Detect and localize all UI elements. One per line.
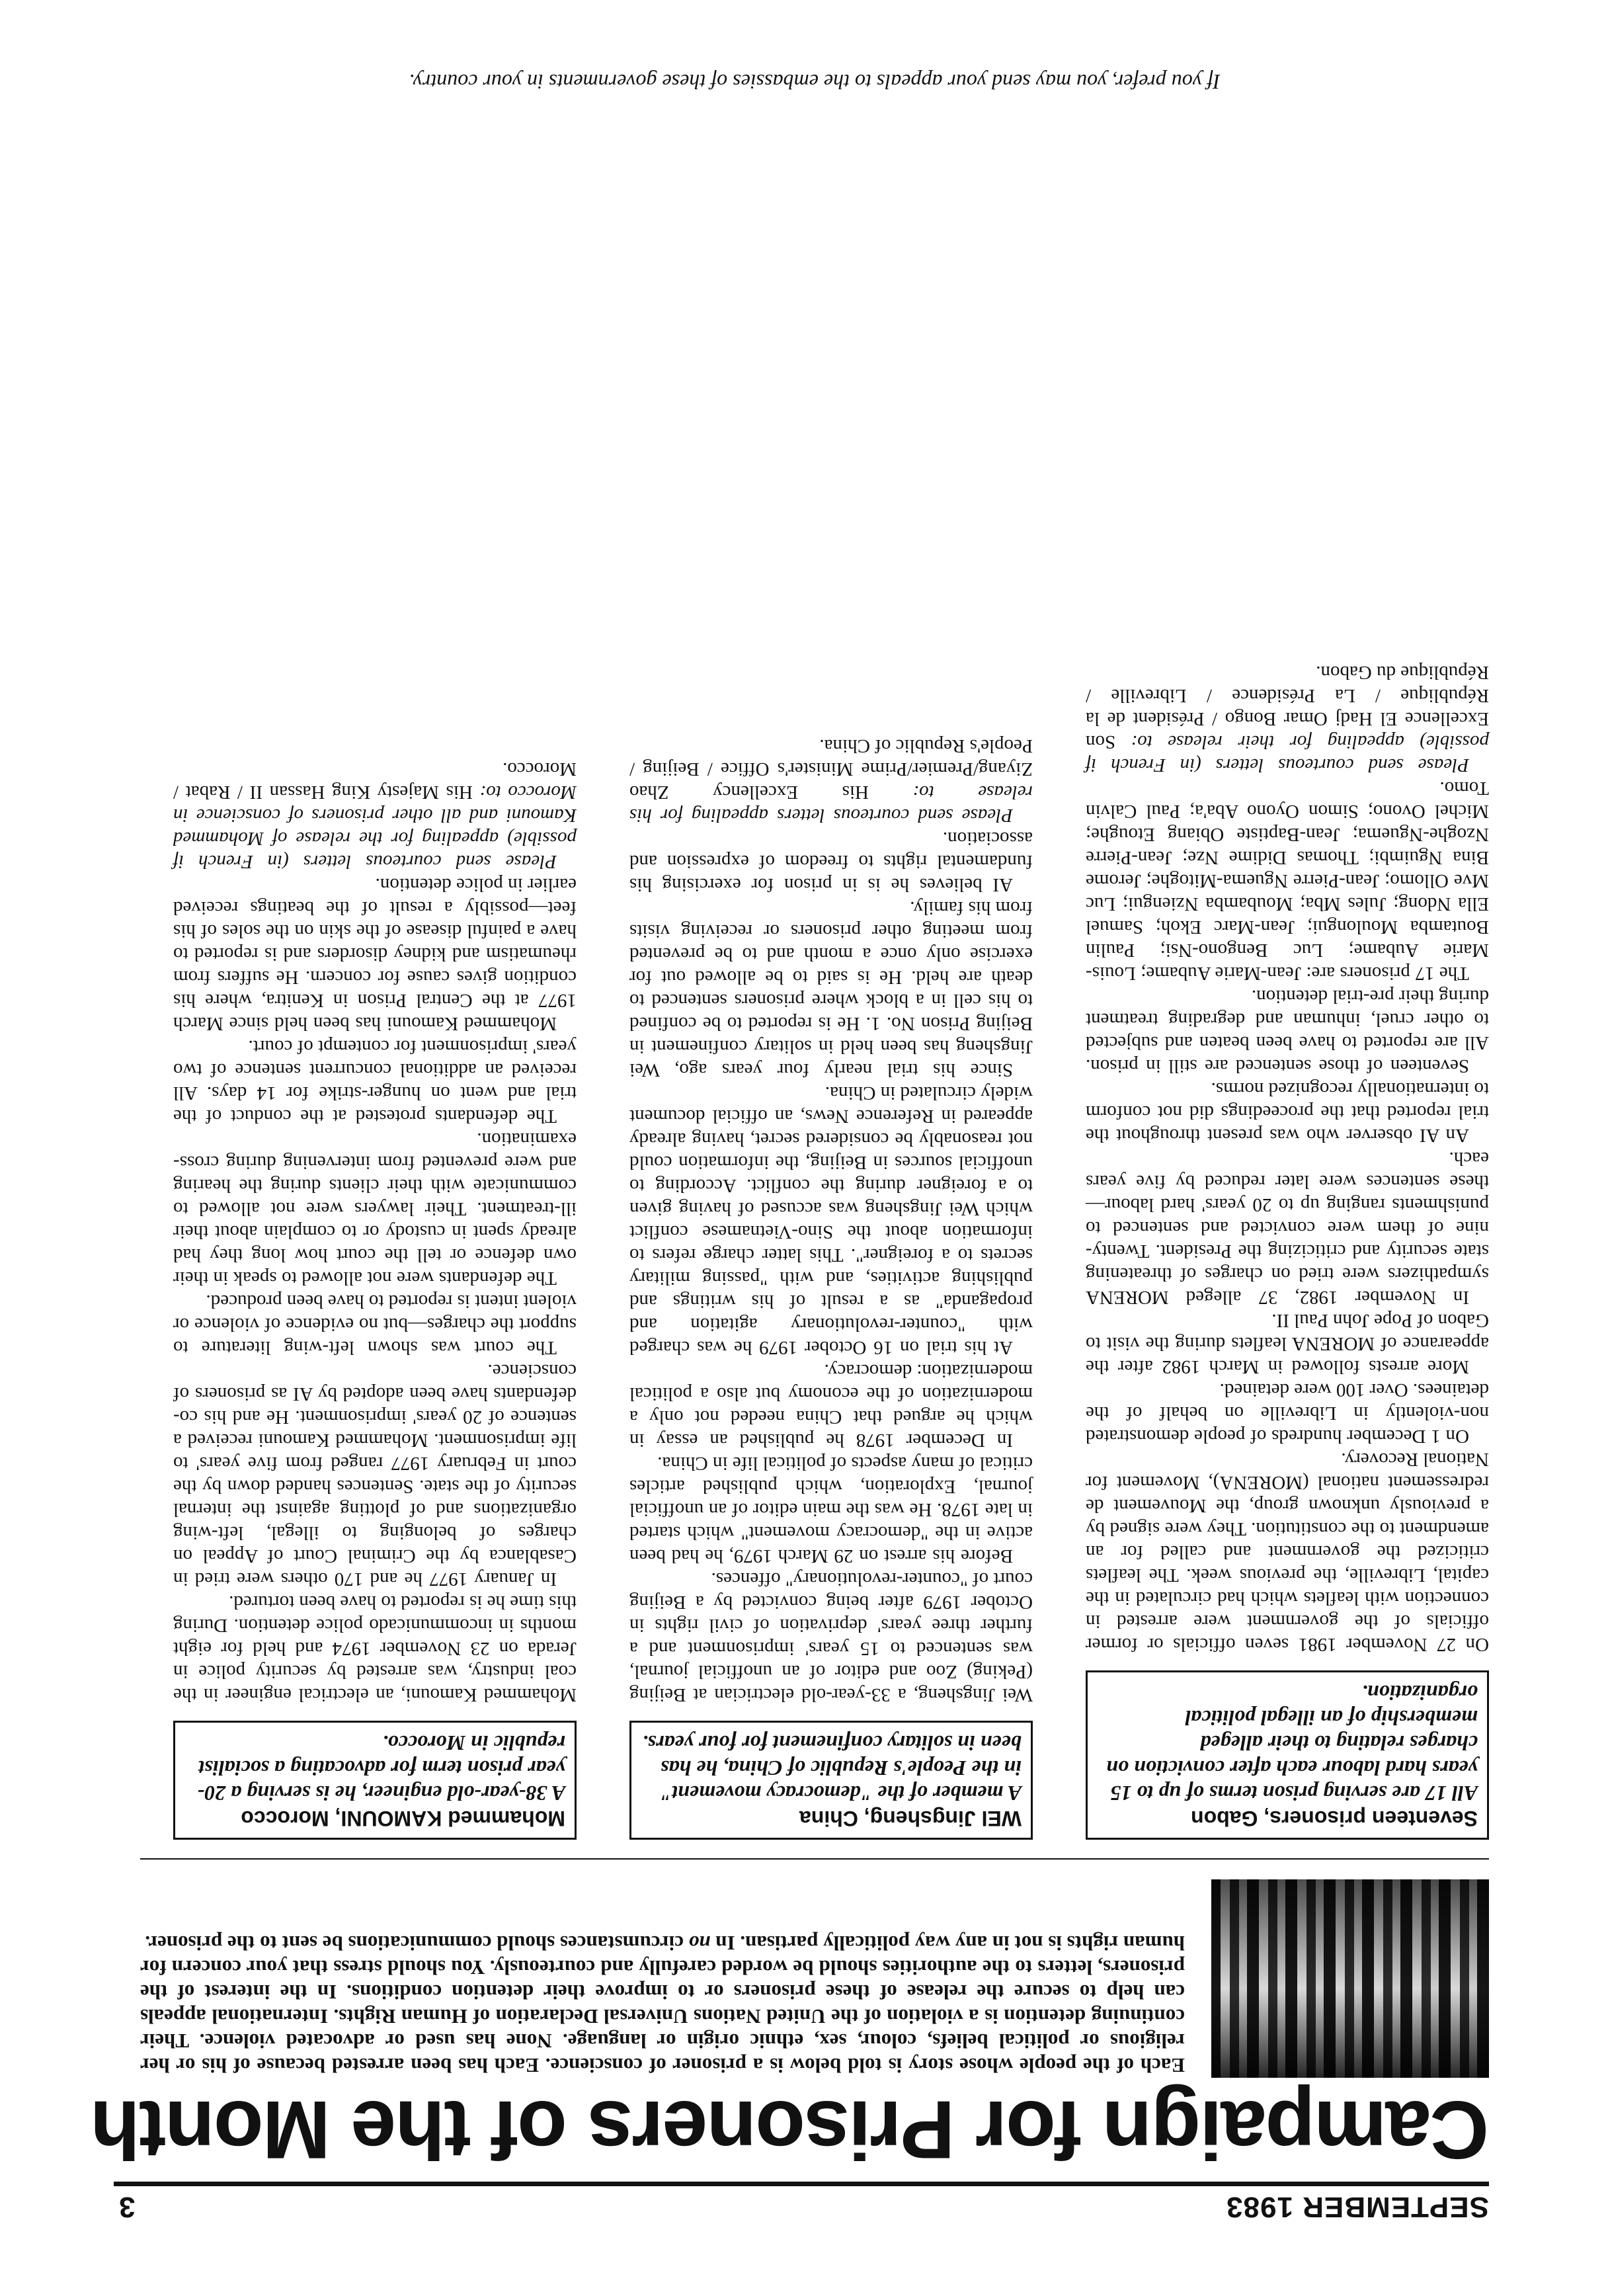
gabon-appeal [1086, 661, 1489, 776]
paragraph: Before his arrest on 29 March 1979, he had been active in the "democracy movement" which started in late 1978. He was the main editor of an unofficial journal, Exploration, which published articles critical of many aspects of political life in China. [629, 1453, 1033, 1567]
kamouni-appeal [173, 757, 577, 873]
paragraph: At his trial on 16 October 1979 he was charged with "counter-revolutionary agitation and propaganda" as a result of his writings and publishing activities, and with "passing military secrets to a foreigner". This latter charge refers to information about the Sino-Vietnamese conflict which Wei Jingsheng was accused of having given to a foreigner during the conflict. According to unofficial sources in Beijing, the information could not reasonably be considered secret, having already appeared in Reference News, an official document widely circulated in China. [629, 1083, 1033, 1358]
wei-column [629, 734, 1033, 1840]
paragraph: The 17 prisoners are: Jean-Marie Aubame; Louis-Marie Aubame; Luc Bengono-Nsi; Paulin Boutamba Moulongui; Jean-Marc Ekoh; Samuel Ella Ndong; Jules Mba; Moubamba Nziengui; Luc Mve Ollomo; Jean-Pierre Nguema-Mitoghe; Jerome Bina Nguimbi; Thomas Didime Nze; Jean-Pierre Nzoghe-Nguema; Jean-Baptiste Obiang Etoughe; Michel Ovono; Simon Oyono Aba'a; Paul Calvin Tomo. [1086, 778, 1489, 984]
wei-summary: A member of the "democracy movement" in the People's Republic of China, he has been in solitary confinement for four years. [642, 1731, 1022, 1805]
kamouni-box [173, 1721, 577, 1840]
prison-photo [1211, 1879, 1489, 2078]
gabon-summary: All 17 are serving prison terms of up to 15 years hard labour each after conviction on charges relating to their alleged membership of an illegal political organization. [1106, 1681, 1478, 1805]
intro-part-2: circumstances should communications be sent to the prisoner. [145, 1932, 684, 1955]
intro-emphasis: no [688, 1932, 711, 1955]
paragraph: On 27 November 1981 seven officials or former officials of the government were arrested in connection with leaflets which had circulated in the capital, Libreville, the previous week. The leaflets criticized the government and called for an amendment to the constitution. They were signed by a previously unknown group, the Mouvement de redressement national (MORENA), Movement for National Recovery. [1086, 1449, 1489, 1655]
appeal-address: Son Excellence El Hadj Omar Bongo / Président de la République / La Présidence / Libreville / République du Gabon. [1085, 662, 1489, 753]
kamouni-column [173, 757, 577, 1840]
gabon-column [1086, 661, 1489, 1840]
gabon-box [1086, 1670, 1489, 1840]
masthead [114, 2182, 1489, 2223]
appeal-text: Please send courteous letters appealing for his release to: [629, 782, 1033, 826]
paragraph: An AI observer who was present throughout the trial reported that the proceedings did not conform to internationally recognized norms. [1086, 1079, 1489, 1146]
appeal-address: His Majesty King Hassan II / Rabat / Morocco. [173, 758, 577, 803]
gabon-heading: Seventeen prisoners, Gabon [1191, 1807, 1478, 1830]
paragraph: The court was shown left-wing literature to support the charges—but no evidence of violence or violent intent is reported to have been produced. [173, 1291, 577, 1358]
appeal-text: Please send courteous letters (in French if possible) appealing for the release of Mohammed Kamouni and all other prisoners of conscience in Morocco to: [173, 782, 577, 872]
paragraph: In November 1982, 37 alleged MORENA sympathizers were tried on charges of threatening state security and criticizing the President. Twenty-nine of them were convicted and sentenced to punishments ranging up to 20 years' hard labour—these sentences were later reduced by five years each. [1086, 1148, 1489, 1308]
paragraph: Mohammed Kamouni, an electrical engineer in the coal industry, was arrested by security police in Jerada on 23 November 1974 and held for eight months in incommunicado police detention. During this time he is reported to have been tortured. [173, 1592, 577, 1705]
kamouni-body [173, 757, 577, 1706]
kamouni-summary: A 38-year-old engineer, he is serving a 20-year prison term for advocating a socialist republic in Morocco. [197, 1731, 565, 1805]
gabon-body [1086, 661, 1489, 1656]
issue-date: SEPTEMBER 1983 [1226, 2191, 1489, 2223]
paragraph: In January 1977 he and 170 others were tried in Casablanca by the Criminal Court of Appeal on charges of belonging to illegal, left-wing organizations and of plotting against the internal security of the state. Sentences handed down by the court in February 1977 ranged from five years' to life imprisonment. Mohammed Kamouni received a sentence of 20 years' imprisonment. He and his co-defendants have been adopted by AI as prisoners of conscience. [173, 1360, 577, 1590]
wei-body [629, 734, 1033, 1706]
intro-text [140, 1931, 1185, 2078]
paragraph: On 1 December hundreds of people demonstrated non-violently in Libreville on behalf of the detainees. Over 100 were detained. [1086, 1379, 1489, 1447]
appeal-text: Please send courteous letters (in French if possible) appealing for their release to: [1086, 731, 1489, 776]
paragraph: Mohammed Kamouni has been held since March 1977 at the Central Prison in Kenitra, where his condition gives cause for concern. He suffers from rheumatism and kidney disorders and is reported to have a painful disease of the skin on the soles of his feet—possibly a result of the beatings received earlier in police detention. [173, 874, 577, 1034]
paragraph: Wei Jingsheng, a 33-year-old electrician at Beijing (Peking) Zoo and editor of an unofficial journal, was sentenced to 15 years' imprisonment and a further three years' deprivation of civil rights in October 1979 after being convicted by a Beijing court of "counter-revolutionary" offences. [629, 1569, 1033, 1705]
paragraph: In December 1978 he published an essay in which he argued that China needed not only a modernization of the economy but also a political modernization: democracy. [629, 1360, 1033, 1451]
paragraph: Since his trial nearly four years ago, Wei Jingsheng has been held in solitary confinement in Beijing Prison No. 1. He is reported to be confined to his cell in a block where prisoners sentenced to death are held. He is said to be allowed out for exercise only once a month and to be prevented from meeting other prisoners or receiving visits from his family. [629, 897, 1033, 1081]
paragraph: The defendants protested at the conduct of the trial and went on hunger-strike for 14 days. All received an additional concurrent sentence of two years' imprisonment for contempt of court. [173, 1036, 577, 1127]
page-number: 3 [119, 2191, 136, 2223]
wei-heading: WEI Jingsheng, China [799, 1807, 1022, 1830]
paragraph: The defendants were not allowed to speak in their own defence or tell the court how long they had already spent in custody or to complain about their ill-treatment. Their lawyers were not allowed to communicate with their clients during the hearing and were prevented from intervening during cross-examination. [173, 1129, 577, 1289]
page-title: Campaign for Prisoners of the Month [91, 2084, 1489, 2175]
appeal-address: His Excellency Zhao Ziyang/Premier/Prime Minister's Office / Beijing / People's Republic of China. [629, 735, 1033, 803]
embassy-note: If you prefer, you may send your appeals to the embassies of these governments in your country. [409, 70, 1221, 94]
paragraph: Seventeen of those sentenced are still in prison. All are reported to have been beaten and subjected to other cruel, inhuman and degrading treatment during their pre-trial detention. [1086, 986, 1489, 1077]
wei-appeal [629, 734, 1033, 827]
intro-part-1: Each of the people whose story is told below is a prisoner of conscience. Each has been arrested because of his or her religious or political beliefs, colour, sex, ethnic origin or language. None has used or advocated violence. Their continuing detention is a violation of the United Nations Universal Declaration of Human Rights. International appeals can help to secure the release of these prisoners or to improve their detention conditions. In the interest of the prisoners, letters to the authorities should be worded carefully and courteously. You should stress that your concern for human rights is not in any way politically partisan. In [140, 1932, 1185, 2077]
kamouni-heading: Mohammed KAMOUNI, Morocco [241, 1807, 565, 1830]
intro-divider [140, 1858, 1489, 1860]
paragraph: AI believes he is in prison for exercising his fundamental rights to freedom of expression and association. [629, 828, 1033, 895]
wei-box [629, 1721, 1033, 1840]
paragraph: More arrests followed in March 1982 after the appearance of MORENA leaflets during the visit to Gabon of Pope John Paul II. [1086, 1310, 1489, 1377]
